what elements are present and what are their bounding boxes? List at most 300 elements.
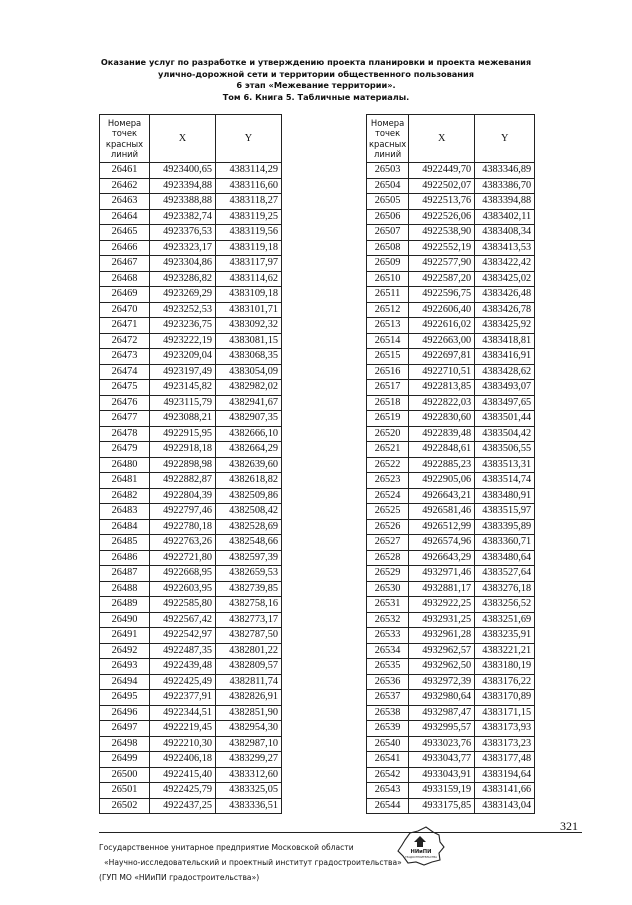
point-number-cell: 26472 [100, 333, 150, 349]
table-row [100, 519, 282, 535]
y-coordinate-cell: 4383176,22 [475, 674, 535, 690]
point-number-cell: 26477 [100, 411, 150, 427]
x-coordinate-cell: 4933043,77 [409, 752, 475, 768]
x-coordinate-cell: 4922210,30 [150, 736, 216, 752]
point-number-cell: 26464 [100, 209, 150, 225]
y-coordinate-cell: 4382548,66 [216, 535, 282, 551]
y-coordinate-cell: 4382826,91 [216, 690, 282, 706]
table-row [100, 504, 282, 520]
point-number-cell: 26521 [367, 442, 409, 458]
table-body-right [367, 163, 535, 814]
table-row [100, 349, 282, 365]
table-row [367, 333, 535, 349]
x-coordinate-cell: 4923145,82 [150, 380, 216, 396]
point-number-cell: 26513 [367, 318, 409, 334]
table-row [100, 581, 282, 597]
x-coordinate-cell: 4926643,21 [409, 488, 475, 504]
table-row [367, 287, 535, 303]
x-coordinate-cell: 4932922,25 [409, 597, 475, 613]
table-row [367, 721, 535, 737]
point-number-cell: 26528 [367, 550, 409, 566]
footer-line-3: (ГУП МО «НИиПИ градостроительства») [99, 873, 260, 882]
point-number-cell: 26499 [100, 752, 150, 768]
point-number-cell: 26469 [100, 287, 150, 303]
x-coordinate-cell: 4932995,57 [409, 721, 475, 737]
table-header-row [367, 115, 535, 163]
y-coordinate-cell: 4383109,18 [216, 287, 282, 303]
x-coordinate-cell: 4922848,61 [409, 442, 475, 458]
table-row [100, 690, 282, 706]
x-coordinate-cell: 4922542,97 [150, 628, 216, 644]
y-coordinate-cell: 4383497,65 [475, 395, 535, 411]
point-number-cell: 26533 [367, 628, 409, 644]
y-coordinate-cell: 4383527,64 [475, 566, 535, 582]
footer [99, 840, 402, 885]
column-header-y: Y [216, 115, 282, 163]
x-coordinate-cell: 4922882,87 [150, 473, 216, 489]
table-row [367, 411, 535, 427]
point-number-cell: 26494 [100, 674, 150, 690]
y-coordinate-cell: 4382597,39 [216, 550, 282, 566]
x-coordinate-cell: 4932881,17 [409, 581, 475, 597]
y-coordinate-cell: 4383256,52 [475, 597, 535, 613]
point-number-cell: 26514 [367, 333, 409, 349]
point-number-cell: 26520 [367, 426, 409, 442]
y-coordinate-cell: 4382811,74 [216, 674, 282, 690]
x-coordinate-cell: 4922487,35 [150, 643, 216, 659]
table-row [367, 767, 535, 783]
y-coordinate-cell: 4383180,19 [475, 659, 535, 675]
institute-logo [396, 824, 446, 868]
x-coordinate-cell: 4922377,91 [150, 690, 216, 706]
y-coordinate-cell: 4382773,17 [216, 612, 282, 628]
y-coordinate-cell: 4383119,18 [216, 240, 282, 256]
table-row [100, 194, 282, 210]
point-number-cell: 26488 [100, 581, 150, 597]
y-coordinate-cell: 4383480,91 [475, 488, 535, 504]
table-row [100, 256, 282, 272]
y-coordinate-cell: 4382809,57 [216, 659, 282, 675]
x-coordinate-cell: 4922822,03 [409, 395, 475, 411]
table-row [100, 271, 282, 287]
y-coordinate-cell: 4383501,44 [475, 411, 535, 427]
table-row [100, 240, 282, 256]
table-row [100, 225, 282, 241]
header-line-4: Том 6. Книга 5. Табличные материалы. [222, 91, 410, 102]
x-coordinate-cell: 4923394,88 [150, 178, 216, 194]
y-coordinate-cell: 4382528,69 [216, 519, 282, 535]
table-row [367, 535, 535, 551]
x-coordinate-cell: 4933023,76 [409, 736, 475, 752]
table-row [367, 798, 535, 814]
x-coordinate-cell: 4922697,81 [409, 349, 475, 365]
point-number-cell: 26535 [367, 659, 409, 675]
x-coordinate-cell: 4923252,53 [150, 302, 216, 318]
point-number-cell: 26527 [367, 535, 409, 551]
table-row [367, 271, 535, 287]
x-coordinate-cell: 4922437,25 [150, 798, 216, 814]
table-row [367, 690, 535, 706]
point-number-cell: 26493 [100, 659, 150, 675]
y-coordinate-cell: 4383514,74 [475, 473, 535, 489]
x-coordinate-cell: 4922885,23 [409, 457, 475, 473]
x-coordinate-cell: 4926512,99 [409, 519, 475, 535]
y-coordinate-cell: 4382758,16 [216, 597, 282, 613]
table-row [100, 643, 282, 659]
table-row [100, 798, 282, 814]
y-coordinate-cell: 4383276,18 [475, 581, 535, 597]
y-coordinate-cell: 4382739,85 [216, 581, 282, 597]
x-coordinate-cell: 4926574,96 [409, 535, 475, 551]
x-coordinate-cell: 4923222,19 [150, 333, 216, 349]
point-number-cell: 26512 [367, 302, 409, 318]
table-row [367, 457, 535, 473]
point-number-cell: 26486 [100, 550, 150, 566]
table-row [100, 178, 282, 194]
table-row [367, 225, 535, 241]
table-row [367, 380, 535, 396]
x-coordinate-cell: 4922780,18 [150, 519, 216, 535]
table-header-row [100, 115, 282, 163]
table-row [367, 628, 535, 644]
y-coordinate-cell: 4383513,31 [475, 457, 535, 473]
footer-line-2: «Научно-исследовательский и проектный институт градостроительства» [104, 858, 402, 867]
x-coordinate-cell: 4923236,75 [150, 318, 216, 334]
table-row [100, 287, 282, 303]
point-number-cell: 26468 [100, 271, 150, 287]
x-coordinate-cell: 4922415,40 [150, 767, 216, 783]
point-number-cell: 26470 [100, 302, 150, 318]
point-number-cell: 26484 [100, 519, 150, 535]
point-number-cell: 26465 [100, 225, 150, 241]
table-row [100, 457, 282, 473]
point-number-cell: 26510 [367, 271, 409, 287]
x-coordinate-cell: 4923400,65 [150, 163, 216, 179]
table-row [367, 581, 535, 597]
point-number-cell: 26467 [100, 256, 150, 272]
table-row [100, 209, 282, 225]
x-coordinate-cell: 4926581,46 [409, 504, 475, 520]
x-coordinate-cell: 4923382,74 [150, 209, 216, 225]
x-coordinate-cell: 4932962,57 [409, 643, 475, 659]
y-coordinate-cell: 4382659,53 [216, 566, 282, 582]
point-number-cell: 26485 [100, 535, 150, 551]
point-number-cell: 26466 [100, 240, 150, 256]
point-number-cell: 26495 [100, 690, 150, 706]
point-number-cell: 26483 [100, 504, 150, 520]
point-number-cell: 26536 [367, 674, 409, 690]
table-row [367, 783, 535, 799]
point-number-cell: 26541 [367, 752, 409, 768]
x-coordinate-cell: 4922898,98 [150, 457, 216, 473]
table-row [100, 721, 282, 737]
footer-divider [99, 832, 582, 833]
table-row [367, 488, 535, 504]
x-coordinate-cell: 4923209,04 [150, 349, 216, 365]
x-coordinate-cell: 4923323,17 [150, 240, 216, 256]
table-row [367, 736, 535, 752]
x-coordinate-cell: 4922710,51 [409, 364, 475, 380]
x-coordinate-cell: 4922763,26 [150, 535, 216, 551]
y-coordinate-cell: 4383425,02 [475, 271, 535, 287]
point-number-cell: 26502 [100, 798, 150, 814]
x-coordinate-cell: 4923197,49 [150, 364, 216, 380]
table-row [367, 178, 535, 194]
point-number-cell: 26497 [100, 721, 150, 737]
x-coordinate-cell: 4922915,95 [150, 426, 216, 442]
table-row [367, 504, 535, 520]
x-coordinate-cell: 4922905,06 [409, 473, 475, 489]
y-coordinate-cell: 4383360,71 [475, 535, 535, 551]
table-row [100, 473, 282, 489]
y-coordinate-cell: 4383480,64 [475, 550, 535, 566]
table-row [100, 380, 282, 396]
point-number-cell: 26498 [100, 736, 150, 752]
table-row [367, 674, 535, 690]
x-coordinate-cell: 4932980,64 [409, 690, 475, 706]
x-coordinate-cell: 4922538,90 [409, 225, 475, 241]
table-row [367, 256, 535, 272]
y-coordinate-cell: 4383141,66 [475, 783, 535, 799]
x-coordinate-cell: 4932931,25 [409, 612, 475, 628]
x-coordinate-cell: 4933175,85 [409, 798, 475, 814]
table-row [367, 659, 535, 675]
table-row [100, 302, 282, 318]
column-header-y: Y [475, 115, 535, 163]
x-coordinate-cell: 4922526,06 [409, 209, 475, 225]
y-coordinate-cell: 4382851,90 [216, 705, 282, 721]
point-number-cell: 26509 [367, 256, 409, 272]
y-coordinate-cell: 4383408,34 [475, 225, 535, 241]
table-row [367, 240, 535, 256]
point-number-cell: 26511 [367, 287, 409, 303]
x-coordinate-cell: 4923304,86 [150, 256, 216, 272]
table-row [100, 597, 282, 613]
x-coordinate-cell: 4922668,95 [150, 566, 216, 582]
x-coordinate-cell: 4922663,00 [409, 333, 475, 349]
y-coordinate-cell: 4383068,35 [216, 349, 282, 365]
point-number-cell: 26542 [367, 767, 409, 783]
table-row [367, 318, 535, 334]
x-coordinate-cell: 4932962,50 [409, 659, 475, 675]
y-coordinate-cell: 4383235,91 [475, 628, 535, 644]
y-coordinate-cell: 4383426,78 [475, 302, 535, 318]
point-number-cell: 26506 [367, 209, 409, 225]
point-number-cell: 26529 [367, 566, 409, 582]
x-coordinate-cell: 4932971,46 [409, 566, 475, 582]
table-row [100, 566, 282, 582]
y-coordinate-cell: 4382508,42 [216, 504, 282, 520]
y-coordinate-cell: 4382509,86 [216, 488, 282, 504]
point-number-cell: 26473 [100, 349, 150, 365]
point-number-cell: 26481 [100, 473, 150, 489]
x-coordinate-cell: 4922219,45 [150, 721, 216, 737]
x-coordinate-cell: 4922552,19 [409, 240, 475, 256]
table-row [100, 659, 282, 675]
point-number-cell: 26519 [367, 411, 409, 427]
table-row [367, 519, 535, 535]
table-row [100, 783, 282, 799]
y-coordinate-cell: 4383515,97 [475, 504, 535, 520]
table-row [100, 395, 282, 411]
point-number-cell: 26508 [367, 240, 409, 256]
point-number-cell: 26503 [367, 163, 409, 179]
point-number-cell: 26476 [100, 395, 150, 411]
table-row [367, 442, 535, 458]
point-number-cell: 26537 [367, 690, 409, 706]
y-coordinate-cell: 4383402,11 [475, 209, 535, 225]
y-coordinate-cell: 4383506,55 [475, 442, 535, 458]
x-coordinate-cell: 4922587,20 [409, 271, 475, 287]
y-coordinate-cell: 4383119,25 [216, 209, 282, 225]
x-coordinate-cell: 4922813,85 [409, 380, 475, 396]
header-line-1: Оказание услуг по разработке и утверждению проекта планировки и проекта межевания [100, 57, 532, 67]
point-number-cell: 26523 [367, 473, 409, 489]
column-header-number: Номера точек красных линий [367, 115, 409, 163]
point-number-cell: 26531 [367, 597, 409, 613]
table-row [100, 488, 282, 504]
y-coordinate-cell: 4383114,29 [216, 163, 282, 179]
column-header-number: Номера точек красных линий [100, 115, 150, 163]
point-number-cell: 26489 [100, 597, 150, 613]
y-coordinate-cell: 4383173,23 [475, 736, 535, 752]
y-coordinate-cell: 4383081,15 [216, 333, 282, 349]
y-coordinate-cell: 4383422,42 [475, 256, 535, 272]
table-row [100, 535, 282, 551]
y-coordinate-cell: 4383299,27 [216, 752, 282, 768]
page-number: 321 [560, 819, 578, 833]
y-coordinate-cell: 4383312,60 [216, 767, 282, 783]
point-number-cell: 26544 [367, 798, 409, 814]
y-coordinate-cell: 4382639,60 [216, 457, 282, 473]
point-number-cell: 26487 [100, 566, 150, 582]
y-coordinate-cell: 4383418,81 [475, 333, 535, 349]
y-coordinate-cell: 4383504,42 [475, 426, 535, 442]
table-row [367, 302, 535, 318]
y-coordinate-cell: 4383426,48 [475, 287, 535, 303]
point-number-cell: 26543 [367, 783, 409, 799]
x-coordinate-cell: 4922830,60 [409, 411, 475, 427]
y-coordinate-cell: 4382987,10 [216, 736, 282, 752]
table-row [100, 752, 282, 768]
x-coordinate-cell: 4922567,42 [150, 612, 216, 628]
point-number-cell: 26500 [100, 767, 150, 783]
column-header-x: X [150, 115, 216, 163]
x-coordinate-cell: 4922425,49 [150, 674, 216, 690]
table-row [100, 442, 282, 458]
logo-text-bottom: ГРАДОСТРОИТЕЛЬСТВА [405, 856, 437, 859]
y-coordinate-cell: 4383116,60 [216, 178, 282, 194]
point-number-cell: 26474 [100, 364, 150, 380]
x-coordinate-cell: 4922616,02 [409, 318, 475, 334]
y-coordinate-cell: 4382982,02 [216, 380, 282, 396]
y-coordinate-cell: 4383118,27 [216, 194, 282, 210]
x-coordinate-cell: 4922918,18 [150, 442, 216, 458]
x-coordinate-cell: 4922603,95 [150, 581, 216, 597]
document-header [0, 57, 632, 103]
table-row [367, 612, 535, 628]
y-coordinate-cell: 4383251,69 [475, 612, 535, 628]
x-coordinate-cell: 4922406,18 [150, 752, 216, 768]
table-row [100, 612, 282, 628]
y-coordinate-cell: 4383092,32 [216, 318, 282, 334]
point-number-cell: 26539 [367, 721, 409, 737]
table-row [100, 426, 282, 442]
y-coordinate-cell: 4383395,89 [475, 519, 535, 535]
table-row [367, 473, 535, 489]
x-coordinate-cell: 4922721,80 [150, 550, 216, 566]
table-row [367, 395, 535, 411]
y-coordinate-cell: 4383386,70 [475, 178, 535, 194]
y-coordinate-cell: 4382666,10 [216, 426, 282, 442]
table-row [100, 163, 282, 179]
y-coordinate-cell: 4383171,15 [475, 705, 535, 721]
table-row [367, 752, 535, 768]
x-coordinate-cell: 4933043,91 [409, 767, 475, 783]
point-number-cell: 26461 [100, 163, 150, 179]
y-coordinate-cell: 4383493,07 [475, 380, 535, 396]
point-number-cell: 26478 [100, 426, 150, 442]
y-coordinate-cell: 4383173,93 [475, 721, 535, 737]
table-row [367, 643, 535, 659]
point-number-cell: 26491 [100, 628, 150, 644]
table-row [100, 736, 282, 752]
x-coordinate-cell: 4923376,53 [150, 225, 216, 241]
point-number-cell: 26471 [100, 318, 150, 334]
x-coordinate-cell: 4922449,70 [409, 163, 475, 179]
header-line-3: 6 этап «Межевание территории». [236, 80, 396, 90]
y-coordinate-cell: 4382907,35 [216, 411, 282, 427]
table-row [367, 209, 535, 225]
table-row [100, 550, 282, 566]
table-row [367, 566, 535, 582]
footer-line-1: Государственное унитарное предприятие Московской области [99, 843, 354, 852]
table-row [367, 426, 535, 442]
point-number-cell: 26480 [100, 457, 150, 473]
point-number-cell: 26463 [100, 194, 150, 210]
column-header-x: X [409, 115, 475, 163]
y-coordinate-cell: 4382787,50 [216, 628, 282, 644]
point-number-cell: 26496 [100, 705, 150, 721]
x-coordinate-cell: 4923115,79 [150, 395, 216, 411]
y-coordinate-cell: 4383101,71 [216, 302, 282, 318]
point-number-cell: 26532 [367, 612, 409, 628]
point-number-cell: 26518 [367, 395, 409, 411]
point-number-cell: 26479 [100, 442, 150, 458]
x-coordinate-cell: 4932972,39 [409, 674, 475, 690]
x-coordinate-cell: 4923286,82 [150, 271, 216, 287]
coordinates-table-right [366, 114, 535, 814]
table-row [100, 705, 282, 721]
x-coordinate-cell: 4922344,51 [150, 705, 216, 721]
y-coordinate-cell: 4383170,89 [475, 690, 535, 706]
point-number-cell: 26526 [367, 519, 409, 535]
y-coordinate-cell: 4382941,67 [216, 395, 282, 411]
point-number-cell: 26501 [100, 783, 150, 799]
x-coordinate-cell: 4926643,29 [409, 550, 475, 566]
table-row [100, 318, 282, 334]
y-coordinate-cell: 4383346,89 [475, 163, 535, 179]
point-number-cell: 26538 [367, 705, 409, 721]
logo-text-top: НИиПИ [410, 849, 432, 855]
x-coordinate-cell: 4922596,75 [409, 287, 475, 303]
table-row [100, 674, 282, 690]
table-row [367, 597, 535, 613]
x-coordinate-cell: 4922577,90 [409, 256, 475, 272]
table-row [367, 194, 535, 210]
y-coordinate-cell: 4382664,29 [216, 442, 282, 458]
point-number-cell: 26475 [100, 380, 150, 396]
